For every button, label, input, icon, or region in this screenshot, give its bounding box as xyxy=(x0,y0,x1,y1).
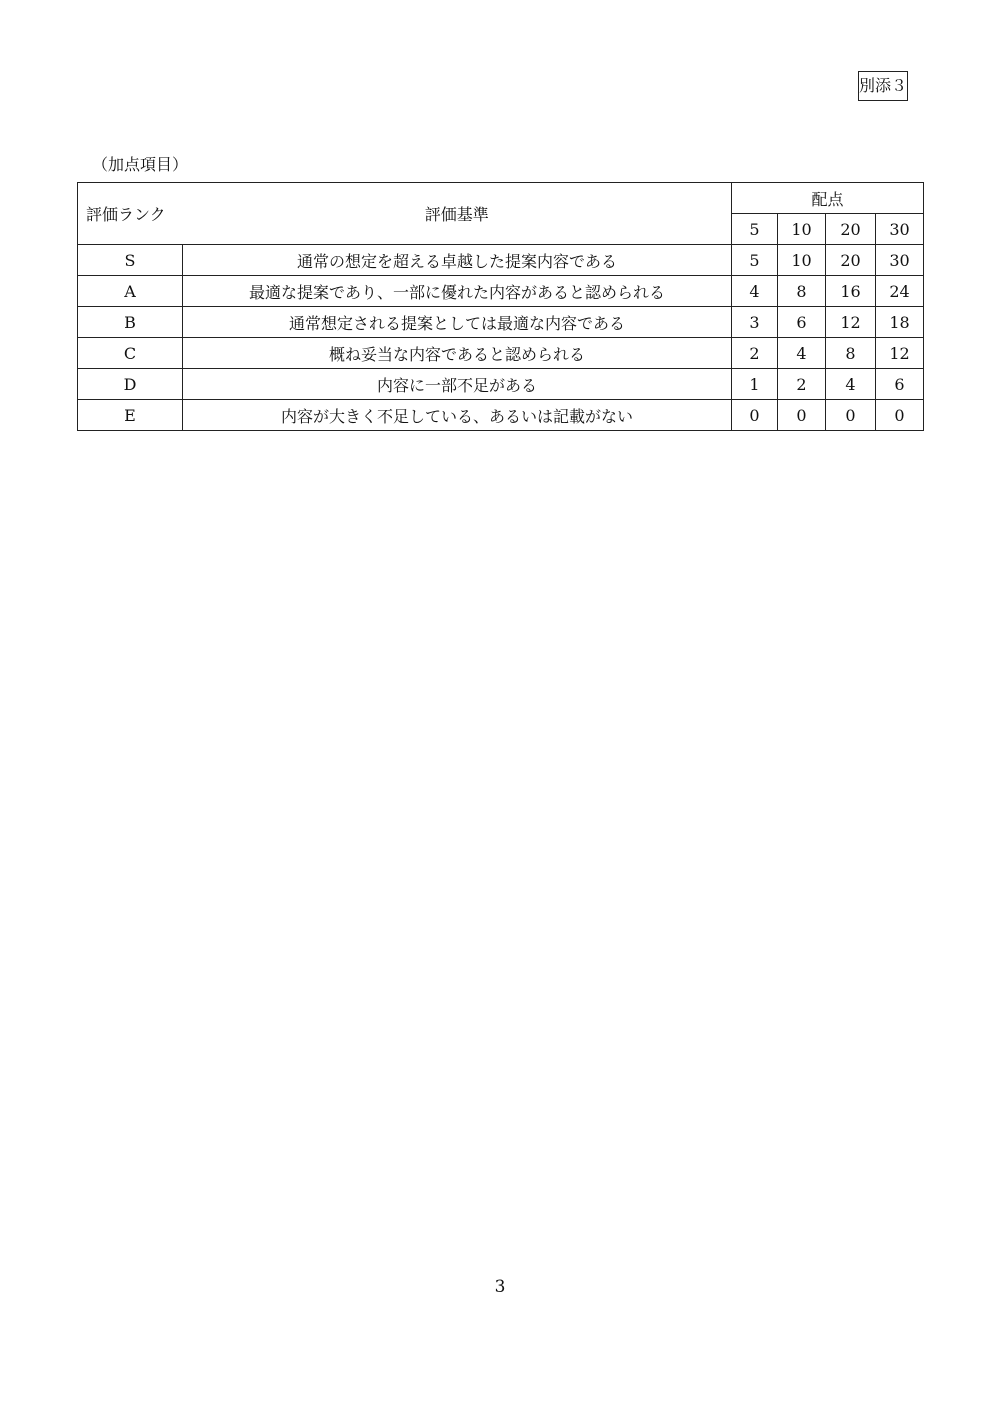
criteria-cell: 内容に一部不足がある xyxy=(183,369,732,400)
table-header-row xyxy=(78,183,924,214)
points-header-cell: 配点 xyxy=(732,183,924,214)
score-cell: 18 xyxy=(876,307,924,338)
attachment-label: 別添３ xyxy=(858,71,908,101)
score-cell: 2 xyxy=(732,338,778,369)
score-cell: 12 xyxy=(876,338,924,369)
score-cell: 24 xyxy=(876,276,924,307)
score-cell: 8 xyxy=(826,338,876,369)
table-row xyxy=(78,400,924,431)
score-cell: 16 xyxy=(826,276,876,307)
score-cell: 6 xyxy=(876,369,924,400)
score-cell: 3 xyxy=(732,307,778,338)
score-cell: 4 xyxy=(826,369,876,400)
score-cell: 5 xyxy=(732,245,778,276)
rank-cell: E xyxy=(78,400,183,431)
score-cell: 0 xyxy=(826,400,876,431)
score-cell: 6 xyxy=(778,307,826,338)
score-cell: 4 xyxy=(732,276,778,307)
score-cell: 1 xyxy=(732,369,778,400)
score-cell: 12 xyxy=(826,307,876,338)
criteria-cell: 通常の想定を超える卓越した提案内容である xyxy=(183,245,732,276)
table-row xyxy=(78,338,924,369)
rank-cell: A xyxy=(78,276,183,307)
rank-cell: D xyxy=(78,369,183,400)
rank-cell: C xyxy=(78,338,183,369)
criteria-cell: 最適な提案であり、一部に優れた内容があると認められる xyxy=(183,276,732,307)
score-cell: 4 xyxy=(778,338,826,369)
page-number: 3 xyxy=(494,1277,506,1297)
evaluation-table xyxy=(77,182,924,431)
table-row xyxy=(78,245,924,276)
point-column-header: 10 xyxy=(778,214,826,245)
criteria-cell: 概ね妥当な内容であると認められる xyxy=(183,338,732,369)
point-column-header: 5 xyxy=(732,214,778,245)
rank-header-cell xyxy=(78,183,183,245)
score-cell: 0 xyxy=(876,400,924,431)
table-row xyxy=(78,369,924,400)
rank-cell: B xyxy=(78,307,183,338)
score-cell: 0 xyxy=(732,400,778,431)
criteria-cell: 内容が大きく不足している、あるいは記載がない xyxy=(183,400,732,431)
criteria-cell: 通常想定される提案としては最適な内容である xyxy=(183,307,732,338)
section-title: （加点項目） xyxy=(92,155,189,174)
criteria-header-cell: 評価基準 xyxy=(183,183,732,245)
score-cell: 30 xyxy=(876,245,924,276)
point-column-header: 30 xyxy=(876,214,924,245)
score-cell: 10 xyxy=(778,245,826,276)
score-cell: 8 xyxy=(778,276,826,307)
table-row xyxy=(78,307,924,338)
rank-header-label: 評価ランク xyxy=(86,205,166,224)
point-column-header: 20 xyxy=(826,214,876,245)
table-row xyxy=(78,276,924,307)
score-cell: 2 xyxy=(778,369,826,400)
rank-cell: S xyxy=(78,245,183,276)
score-cell: 0 xyxy=(778,400,826,431)
score-cell: 20 xyxy=(826,245,876,276)
